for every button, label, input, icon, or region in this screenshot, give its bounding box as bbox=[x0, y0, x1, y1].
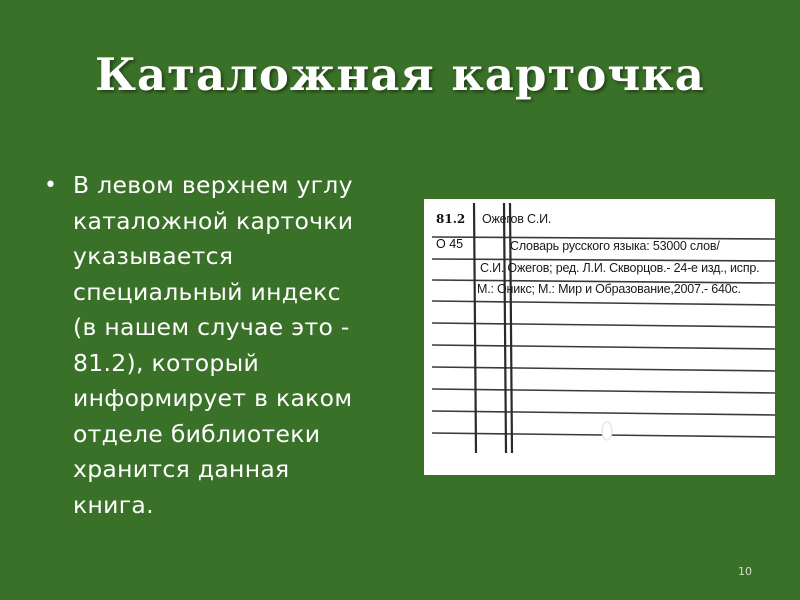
card-index-bottom: О 45 bbox=[436, 237, 464, 251]
card-author: Ожегов С.И. bbox=[482, 212, 552, 226]
card-rule-line bbox=[432, 411, 775, 415]
card-punch-hole bbox=[602, 422, 612, 440]
card-rule-line bbox=[432, 389, 775, 393]
card-rule-line bbox=[432, 345, 775, 349]
card-rule-line bbox=[432, 323, 775, 327]
bullet-text: В левом верхнем углу каталожной карточки указывается специальный индекс (в нашем случае это - 81.2), который информирует в каком отделе библиотеки хранится данная книга. bbox=[73, 171, 354, 519]
card-responsibility-line: С.И. Ожегов; ред. Л.И. Скворцов.- 24-е изд., испр. bbox=[480, 261, 760, 275]
card-margin-line bbox=[474, 203, 476, 453]
card-index-top: 81.2 bbox=[436, 212, 466, 226]
slide-title: Каталожная карточка bbox=[95, 48, 705, 101]
card-title-line: Словарь русского языка: 53000 слов/ bbox=[510, 239, 720, 253]
catalog-card-image bbox=[424, 199, 775, 475]
bullet-item bbox=[44, 168, 414, 523]
card-rule-line bbox=[432, 301, 775, 305]
card-publication-line: М.: Оникс; М.: Мир и Образование,2007.- 640с. bbox=[477, 282, 741, 296]
card-margin-line bbox=[504, 203, 506, 453]
card-rule-line bbox=[432, 367, 775, 371]
bullet-dot-icon: • bbox=[44, 173, 58, 198]
page-number: 10 bbox=[738, 565, 752, 578]
